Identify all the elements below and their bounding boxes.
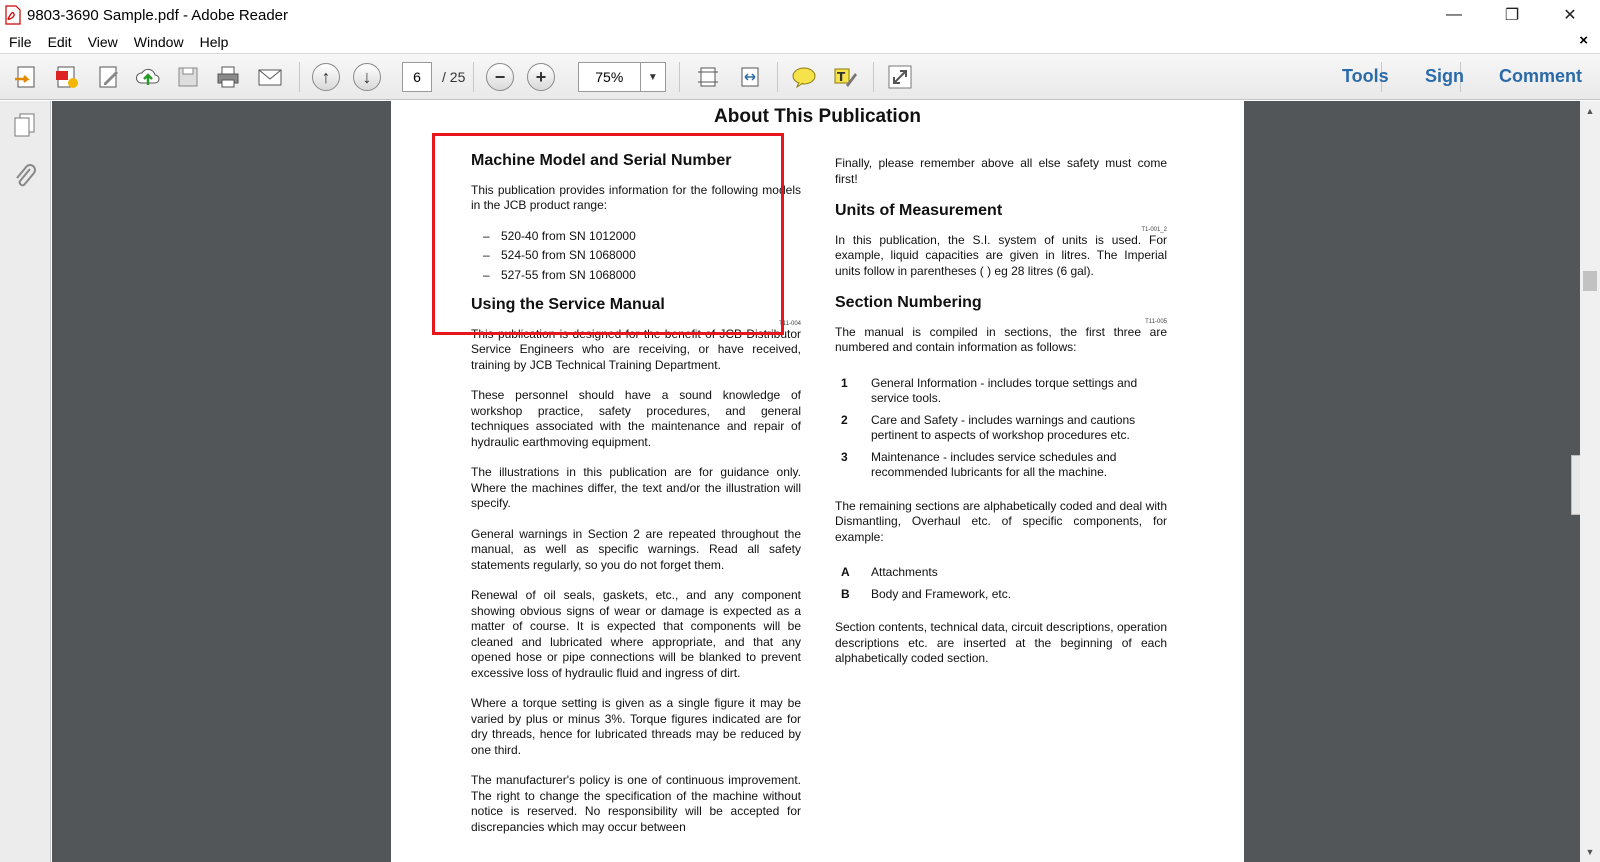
vertical-scrollbar[interactable]: [1580, 101, 1600, 862]
window-title: 9803-3690 Sample.pdf - Adobe Reader: [27, 6, 289, 24]
pages-icon: [12, 111, 38, 139]
right-column: [835, 156, 1167, 682]
navigation-pane: [0, 101, 51, 862]
comment-pane-button[interactable]: Comment: [1499, 66, 1583, 86]
menu-help[interactable]: Help: [199, 33, 229, 50]
heading-section-numbering: Section Numbering: [835, 294, 982, 311]
paragraph: This publication is designed for the benefit of JCB Distributor Service Engineers who are receiving, or have received, training by JCB Technical Training Department.: [471, 326, 801, 372]
page-title: About This Publication: [714, 106, 921, 127]
paragraph: The manufacturer's policy is one of continuous improvement. The right to change the specification of the machine without notice is reserved. No responsibility will be accepted for discrepancies which may occur between: [471, 773, 801, 834]
model-item: – 524-50 from SN 1068000: [483, 248, 636, 262]
close-window-button[interactable]: [1547, 0, 1593, 30]
menu-file[interactable]: File: [9, 33, 32, 50]
fit-width-button[interactable]: [734, 61, 766, 93]
pdf-file-icon: [4, 5, 22, 25]
menu-edit[interactable]: Edit: [47, 33, 72, 50]
paragraph: Where a torque setting is given as a single figure it may be varied by plus or minus 3%. Torque figures indicated are for dry threads, hence for lubricated threads may be reduced by one third.: [471, 696, 801, 757]
paragraph: Renewal of oil seals, gaskets, etc., and any component showing obvious signs of wear or damage is expected as a matter of course. It is expected that components will be cleaned and lubricated where appropriate, and that any opened hose or pipe connections will be blanked to prevent excessive loss of hydraulic fluid and ingress of dirt.: [471, 588, 801, 680]
cloud-upload-icon: [134, 63, 162, 91]
minimize-button[interactable]: [1431, 0, 1477, 30]
numbered-item: 2 Care and Safety - includes warnings and cautions pertinent to aspects of workshop procedures etc.: [841, 412, 1136, 442]
page-number-input[interactable]: 6: [402, 62, 432, 92]
email-button[interactable]: [254, 61, 286, 93]
create-pdf-button[interactable]: [50, 61, 82, 93]
section-code: T11-005: [1145, 318, 1167, 325]
paperclip-icon: [12, 163, 38, 191]
section-code: T11-004: [779, 320, 801, 327]
print-button[interactable]: [212, 61, 244, 93]
expand-icon: [886, 63, 914, 91]
speech-bubble-icon: [790, 63, 818, 91]
printer-icon: [214, 63, 242, 91]
units-paragraph: In this publication, the S.I. system of units is used. For example, liquid capacities are given in litres. The Imperial units follow in parentheses ( ) eg 28 litres (6 gal).: [835, 232, 1167, 278]
chevron-down-icon[interactable]: ▼: [640, 63, 665, 91]
save-button[interactable]: [172, 61, 204, 93]
scroll-thumb[interactable]: [1583, 271, 1597, 291]
create-pdf-icon: [52, 63, 80, 91]
model-item: – 520-40 from SN 1012000: [483, 228, 636, 243]
paragraph: These personnel should have a sound knowledge of workshop practice, safety procedures, and general techniques associated with the maintenance and repair of hydraulic earthmoving equipment.: [471, 388, 801, 449]
edit-document-icon: [94, 63, 122, 91]
scroll-up-icon[interactable]: ▲: [1585, 106, 1595, 116]
heading-units: Units of Measurement: [835, 202, 1003, 219]
attachments-button[interactable]: [12, 163, 38, 196]
model-item: – 527-55 from SN 1068000: [483, 267, 636, 282]
scroll-down-icon[interactable]: ▼: [1585, 847, 1595, 857]
close-document-button[interactable]: ×: [1579, 32, 1588, 49]
page-thumbnails-button[interactable]: [12, 111, 38, 144]
minimize-icon: —: [1446, 6, 1462, 23]
section-paragraph: The manual is compiled in sections, the first three are numbered and contain information as follows:: [835, 324, 1167, 354]
menu-view[interactable]: View: [87, 33, 118, 50]
edit-pdf-button[interactable]: [92, 61, 124, 93]
highlight-box: [432, 133, 784, 335]
svg-text:T: T: [837, 70, 846, 84]
lettered-item: A Attachments: [841, 565, 938, 579]
tools-pane-button[interactable]: Tools: [1342, 66, 1389, 86]
zoom-in-button[interactable]: [525, 61, 557, 93]
add-sticky-note-button[interactable]: [788, 61, 820, 93]
paragraph: General warnings in Section 2 are repeated throughout the manual, as well as specific warnings. Read all safety statements regularly, so you do not forget them.: [471, 526, 801, 572]
menu-window[interactable]: Window: [133, 33, 184, 50]
save-icon: [174, 63, 202, 91]
zoom-value[interactable]: 75%: [595, 69, 624, 85]
envelope-icon: [256, 63, 284, 91]
fit-page-icon: [694, 63, 722, 91]
page-total: / 25: [442, 69, 466, 85]
title-bar: [0, 0, 1600, 30]
upload-button[interactable]: [132, 61, 164, 93]
fit-width-icon: [736, 63, 764, 91]
open-file-icon: [12, 63, 40, 91]
previous-page-button[interactable]: [310, 61, 342, 93]
safety-paragraph: Finally, please remember above all else safety must come first!: [835, 156, 1167, 186]
arrow-down-icon: ↓: [353, 63, 381, 91]
contents-paragraph: Section contents, technical data, circuit descriptions, operation descriptions etc. are inserted at the beginning of each alphabetically coded section.: [835, 620, 1167, 665]
numbered-item: 1 General Information - includes torque settings and service tools.: [841, 375, 1138, 405]
numbered-item: 3 Maintenance - includes service schedules and recommended lubricants for all the machine.: [841, 449, 1117, 479]
section-code: T1-001_2: [1141, 226, 1167, 233]
intro-paragraph: This publication provides information for the following models in the JCB product range:: [471, 182, 801, 212]
highlighter-icon: [831, 63, 859, 91]
remaining-paragraph: The remaining sections are alphabetically coded and deal with Dismantling, Overhaul etc. of specific components, for example:: [835, 498, 1167, 544]
paragraph: The illustrations in this publication are for guidance only. Where the machines differ, the text and/or the illustration will specify.: [471, 465, 801, 510]
heading-using-service-manual: Using the Service Manual: [471, 296, 665, 313]
restore-button[interactable]: [1489, 0, 1535, 30]
open-button[interactable]: [10, 61, 42, 93]
sign-pane-button[interactable]: Sign: [1425, 66, 1464, 86]
zoom-out-button[interactable]: [484, 61, 516, 93]
next-page-button[interactable]: [351, 61, 383, 93]
highlight-text-button[interactable]: [829, 61, 861, 93]
heading-machine-model: Machine Model and Serial Number: [471, 152, 732, 169]
menu-bar: [0, 30, 1600, 54]
full-screen-button[interactable]: [884, 61, 916, 93]
close-icon: ✕: [1563, 7, 1577, 24]
arrow-up-icon: ↑: [312, 63, 340, 91]
restore-icon: ❐: [1504, 7, 1520, 24]
minus-icon: −: [486, 63, 514, 91]
lettered-item: B Body and Framework, etc.: [841, 586, 1012, 601]
zoom-select[interactable]: [578, 62, 666, 92]
fit-page-button[interactable]: [692, 61, 724, 93]
plus-icon: +: [527, 63, 555, 91]
